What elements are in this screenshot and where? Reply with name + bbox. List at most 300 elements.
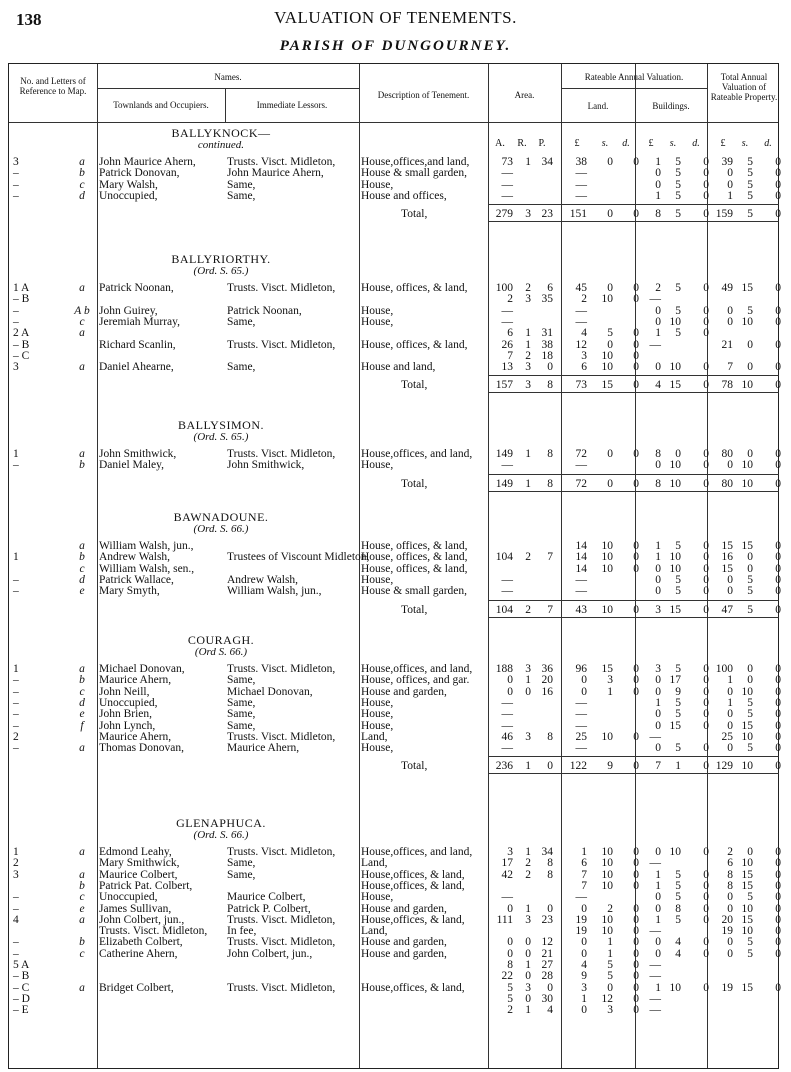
tenement-description: House,offices, and land, [361, 846, 473, 858]
land-value: 0 [633, 361, 639, 374]
bld-value: 1 [655, 551, 661, 564]
total-label: Total, [401, 477, 428, 490]
area-value: 46 [501, 730, 513, 743]
total-land-value: 72 [575, 477, 587, 490]
bld-value: 0 [655, 459, 661, 472]
immediate-lessor: Michael Donovan, [227, 685, 313, 698]
occupier-name: Daniel Ahearne, [99, 361, 174, 374]
map-number: 5 A [13, 959, 30, 971]
header-townlands: Townlands and Occupiers. [113, 100, 209, 110]
bld-value: 0 [703, 902, 709, 915]
map-letter: d [79, 189, 85, 202]
total-bld-value: 0 [703, 208, 709, 221]
bld-value: 0 [703, 562, 709, 575]
occupier-name: Catherine Ahern, [99, 947, 178, 960]
bld-value: 8 [655, 448, 661, 460]
tot-value: 0 [775, 156, 781, 168]
total-land-value: 0 [633, 379, 639, 392]
area-value: — [501, 696, 513, 709]
map-number: – [13, 189, 19, 202]
total-tot-value: 10 [741, 477, 753, 490]
land-value: 1 [607, 947, 613, 960]
immediate-lessor: Same, [227, 719, 256, 732]
area-value: 0 [507, 936, 513, 949]
section-townland-name: GLENAPHUCA. [176, 816, 266, 830]
total-area-value: 3 [525, 208, 531, 221]
map-letter: A b [74, 304, 90, 317]
tot-value: 15 [741, 868, 753, 881]
unit-roods: R. [517, 138, 527, 149]
immediate-lessor: Andrew Walsh, [227, 573, 299, 586]
bld-value: 10 [669, 551, 681, 564]
total-area-value: 0 [547, 760, 553, 773]
tot-value: 5 [747, 178, 753, 191]
tot-value: 0 [747, 338, 753, 351]
occupier-name: Maurice Ahern, [99, 674, 172, 687]
area-value: — [501, 178, 513, 191]
land-value: 10 [601, 846, 613, 858]
land-value: 0 [633, 959, 639, 971]
occupier-name: Michael Donovan, [99, 663, 185, 675]
tot-value: 100 [715, 663, 733, 675]
tot-value: 0 [727, 304, 733, 317]
bld-value: 0 [655, 742, 661, 755]
tenement-description: House and garden, [361, 947, 447, 960]
occupier-name: Patrick Pat. Colbert, [99, 879, 193, 892]
parish-heading: PARISH OF DUNGOURNEY. [279, 38, 512, 54]
map-number: – B [13, 970, 30, 983]
bld-value: 10 [669, 981, 681, 994]
tot-value: 0 [747, 448, 753, 460]
area-value: 1 [525, 1004, 531, 1017]
tot-value: 0 [775, 573, 781, 586]
tenement-description: House and garden, [361, 902, 447, 915]
tot-value: 0 [775, 730, 781, 743]
total-land-value: 10 [601, 603, 613, 616]
area-value: — [501, 708, 513, 721]
occupier-name: Bridget Colbert, [99, 981, 174, 994]
total-tot-value: 0 [775, 208, 781, 221]
bld-value: 5 [675, 879, 681, 892]
land-value: 0 [633, 970, 639, 983]
area-value: — [501, 891, 513, 904]
area-value: — [501, 719, 513, 732]
total-land-value: 122 [569, 760, 587, 773]
occupier-name: Trusts. Visct. Midleton, [99, 925, 208, 938]
total-bld-value: 7 [655, 760, 661, 773]
area-value: 2 [525, 282, 531, 294]
unit-pence-tot: d. [764, 138, 772, 149]
land-value: 1 [607, 685, 613, 698]
area-value: 6 [547, 282, 553, 294]
bld-value: 10 [669, 315, 681, 328]
land-value: 0 [633, 730, 639, 743]
tot-value: 0 [775, 304, 781, 317]
tenement-description: House and land, [361, 361, 436, 374]
map-number: – [13, 167, 19, 180]
total-tot-value: 0 [775, 477, 781, 490]
tenement-description: House, offices, & land, [361, 282, 468, 294]
total-tot-value: 0 [775, 603, 781, 616]
immediate-lessor: In fee, [227, 925, 257, 938]
total-tot-value: 5 [747, 603, 753, 616]
map-letter: c [79, 685, 85, 698]
bld-value: 1 [655, 879, 661, 892]
tot-value: 21 [721, 338, 733, 351]
tot-value: 0 [747, 663, 753, 675]
area-value: — [501, 304, 513, 317]
bld-value: — [649, 730, 661, 743]
tenement-description: House, [361, 742, 394, 755]
total-bld-value: 5 [675, 208, 681, 221]
tot-value: 0 [747, 562, 753, 575]
area-value: 8 [547, 730, 553, 743]
tot-value: 5 [747, 708, 753, 721]
section-ordnance-sheet: (Ord. S. 66.) [193, 523, 249, 535]
land-value: — [575, 708, 587, 721]
tenement-description: Land, [361, 857, 388, 870]
map-number: – C [13, 349, 30, 362]
tot-value: 8 [727, 879, 733, 892]
map-letter: c [79, 947, 85, 960]
tenement-description: House,offices, and land, [361, 448, 473, 460]
area-value: 3 [525, 663, 531, 675]
tot-value: 7 [727, 361, 733, 374]
area-value: 3 [525, 981, 531, 994]
bld-value: 0 [703, 742, 709, 755]
area-value: 2 [525, 551, 531, 564]
bld-value: 1 [655, 540, 661, 552]
tot-value: 10 [741, 315, 753, 328]
area-value: 73 [501, 156, 513, 168]
map-number: – [13, 585, 19, 598]
bld-value: 0 [655, 936, 661, 949]
bld-value: 0 [703, 585, 709, 598]
area-value: 0 [525, 970, 531, 983]
land-value: 0 [633, 685, 639, 698]
bld-value: 5 [675, 663, 681, 675]
map-letter: b [79, 551, 85, 564]
tenement-description: House, [361, 719, 394, 732]
immediate-lessor: Same, [227, 868, 256, 881]
land-value: — [575, 167, 587, 180]
tot-value: 15 [741, 719, 753, 732]
total-tot-value: 10 [741, 379, 753, 392]
bld-value: 0 [703, 156, 709, 168]
land-value: 9 [581, 970, 587, 983]
land-value: 0 [581, 674, 587, 687]
land-value: 0 [633, 663, 639, 675]
area-value: 1 [525, 156, 531, 168]
tot-value: 20 [721, 913, 733, 926]
area-value: 31 [541, 327, 553, 340]
bld-value: 5 [675, 540, 681, 552]
land-value: 10 [601, 562, 613, 575]
tot-value: 0 [727, 891, 733, 904]
immediate-lessor: Patrick Noonan, [227, 304, 302, 317]
land-value: 10 [601, 540, 613, 552]
occupier-name: John Brien, [99, 708, 153, 721]
bld-value: 3 [655, 663, 661, 675]
tot-value: 15 [721, 540, 733, 552]
tot-value: 5 [747, 696, 753, 709]
area-value: 0 [547, 361, 553, 374]
tot-value: 0 [775, 338, 781, 351]
map-letter: d [79, 573, 85, 586]
land-value: 25 [575, 730, 587, 743]
land-value: 45 [575, 282, 587, 294]
section-townland-name: COURAGH. [187, 633, 255, 647]
tot-value: 0 [775, 981, 781, 994]
land-value: 0 [633, 562, 639, 575]
occupier-name: Maurice Ahern, [99, 730, 172, 743]
land-value: 10 [601, 868, 613, 881]
total-bld-value: 0 [703, 477, 709, 490]
map-number: – [13, 315, 19, 328]
area-value: 0 [507, 685, 513, 698]
tot-value: 10 [741, 857, 753, 870]
section-townland-name: BALLYKNOCK— [171, 126, 271, 140]
land-value: 14 [575, 540, 587, 552]
tot-value: 10 [741, 730, 753, 743]
land-value: 10 [601, 293, 613, 306]
area-value: 104 [495, 551, 513, 564]
map-number: – B [13, 338, 30, 351]
map-letter: a [79, 448, 85, 460]
occupier-name: Elizabeth Colbert, [99, 936, 183, 949]
map-letter: b [79, 936, 85, 949]
land-value: — [575, 459, 587, 472]
tenement-description: House & small garden, [361, 585, 468, 598]
area-value: 0 [525, 685, 531, 698]
area-value: 0 [547, 981, 553, 994]
occupier-name: Mary Smyth, [99, 585, 160, 598]
land-value: 0 [581, 902, 587, 915]
bld-value: 10 [669, 361, 681, 374]
unit-pounds-land: £ [574, 138, 580, 149]
tot-value: 0 [775, 947, 781, 960]
bld-value: 0 [703, 685, 709, 698]
occupier-name: John Maurice Ahern, [99, 156, 196, 168]
map-number: 1 [13, 846, 19, 858]
area-value: 18 [541, 349, 553, 362]
bld-value: 0 [703, 551, 709, 564]
map-letter: e [79, 708, 85, 721]
total-rule [488, 204, 779, 205]
bld-value: — [649, 1004, 661, 1017]
tot-value: 6 [727, 857, 733, 870]
tot-value: 5 [747, 936, 753, 949]
land-value: 72 [575, 448, 587, 460]
map-number: – E [13, 1004, 29, 1017]
tot-value: 0 [727, 742, 733, 755]
bld-value: 5 [675, 708, 681, 721]
section-townland-name: BALLYSIMON. [178, 418, 264, 432]
occupier-name: Maurice Colbert, [99, 868, 178, 881]
land-value: 0 [607, 156, 613, 168]
land-value: 0 [633, 327, 639, 340]
tot-value: 0 [775, 562, 781, 575]
total-tot-value: 0 [775, 760, 781, 773]
total-bld-value: 8 [655, 477, 661, 490]
area-value: 3 [525, 293, 531, 306]
land-value: 5 [607, 970, 613, 983]
unit-pence-bld: d. [692, 138, 700, 149]
total-area-value: 1 [525, 760, 531, 773]
bld-value: 0 [655, 846, 661, 858]
tot-value: 0 [775, 282, 781, 294]
tot-value: 0 [727, 936, 733, 949]
map-number: 1 [13, 551, 19, 564]
header-description: Description of Tenement. [377, 90, 470, 100]
tenement-description: House,offices, & land, [361, 879, 465, 892]
area-value: 1 [525, 327, 531, 340]
bld-value: 5 [675, 573, 681, 586]
land-value: — [575, 189, 587, 202]
immediate-lessor: Maurice Ahern, [227, 742, 300, 755]
bld-value: 0 [703, 891, 709, 904]
area-value: 188 [495, 663, 513, 675]
bld-value: 0 [655, 167, 661, 180]
tot-value: 19 [721, 981, 733, 994]
tot-value: 8 [727, 868, 733, 881]
bld-value: 0 [655, 585, 661, 598]
bld-value: 0 [703, 708, 709, 721]
bld-value: 0 [655, 315, 661, 328]
tot-value: 0 [775, 891, 781, 904]
occupier-name: Richard Scanlin, [99, 338, 176, 351]
map-letter: a [79, 361, 85, 374]
section-ordnance-sheet: (Ord S. 66.) [194, 646, 248, 658]
area-value: — [501, 167, 513, 180]
immediate-lessor: John Maurice Ahern, [227, 167, 324, 180]
land-value: 0 [607, 448, 613, 460]
tot-value: 25 [721, 730, 733, 743]
area-value: 20 [541, 674, 553, 687]
bld-value: 1 [655, 868, 661, 881]
immediate-lessor: Trusts. Visct. Midleton, [227, 936, 336, 949]
area-value: 0 [525, 992, 531, 1005]
bld-value: 5 [675, 304, 681, 317]
total-bld-value: 0 [703, 760, 709, 773]
map-letter: a [79, 981, 85, 994]
tenement-description: House, [361, 891, 394, 904]
area-value: 34 [541, 846, 553, 858]
tot-value: 0 [775, 585, 781, 598]
area-value: — [501, 585, 513, 598]
bld-value: 0 [655, 304, 661, 317]
total-rule [488, 392, 779, 393]
area-value: 16 [541, 685, 553, 698]
land-value: 7 [581, 868, 587, 881]
tenement-description: House, [361, 573, 394, 586]
bld-value: 0 [703, 696, 709, 709]
tenement-description: House, [361, 696, 394, 709]
land-value: 0 [581, 947, 587, 960]
bld-value: 5 [675, 891, 681, 904]
land-value: 19 [575, 925, 587, 938]
land-value: 10 [601, 857, 613, 870]
total-rule [488, 600, 779, 601]
tot-value: 0 [727, 902, 733, 915]
map-number: – B [13, 293, 30, 306]
bld-value: 10 [669, 846, 681, 858]
immediate-lessor: Trusts. Visct. Midleton, [227, 663, 336, 675]
land-value: 14 [575, 562, 587, 575]
occupier-name: John Lynch, [99, 719, 156, 732]
bld-value: 0 [655, 902, 661, 915]
occupier-name: John Colbert, jun., [99, 913, 185, 926]
land-value: 0 [633, 868, 639, 881]
tot-value: 2 [727, 846, 733, 858]
tot-value: 0 [775, 708, 781, 721]
area-value: 36 [541, 663, 553, 675]
bld-value: — [649, 959, 661, 971]
section-ordnance-sheet: (Ord. S. 65.) [193, 265, 249, 277]
total-rule [488, 617, 779, 618]
unit-shillings-bld: s. [669, 138, 677, 149]
immediate-lessor: Same, [227, 708, 256, 721]
occupier-name: Jeremiah Murray, [99, 315, 180, 328]
map-letter: a [79, 540, 85, 552]
area-value: 3 [525, 730, 531, 743]
bld-value: 0 [703, 719, 709, 732]
bld-value: 0 [703, 282, 709, 294]
tot-value: 5 [747, 156, 753, 168]
tot-value: 0 [775, 189, 781, 202]
bld-value: 4 [675, 947, 681, 960]
total-rule [488, 756, 779, 757]
land-value: 10 [601, 913, 613, 926]
area-value: — [501, 573, 513, 586]
tot-value: 0 [727, 315, 733, 328]
tot-value: 10 [741, 685, 753, 698]
area-value: 0 [507, 674, 513, 687]
area-value: 3 [507, 846, 513, 858]
area-value: 0 [507, 947, 513, 960]
area-value: 35 [541, 293, 553, 306]
total-rule [488, 491, 779, 492]
tenement-description: House, offices, & land, [361, 338, 468, 351]
total-tot-value: 10 [741, 760, 753, 773]
map-letter: c [79, 178, 85, 191]
immediate-lessor: Trusts. Visct. Midleton, [227, 448, 336, 460]
unit-perches: P. [538, 138, 546, 149]
bld-value: 0 [703, 315, 709, 328]
area-value: 0 [507, 902, 513, 915]
bld-value: 17 [669, 674, 681, 687]
map-number: – [13, 719, 19, 732]
map-number: – D [13, 992, 30, 1005]
bld-value: 1 [655, 913, 661, 926]
page-number: 138 [16, 10, 42, 29]
map-number: – [13, 902, 19, 915]
land-value: 1 [607, 936, 613, 949]
area-value: 8 [547, 448, 553, 460]
area-value: 1 [525, 902, 531, 915]
bld-value: 0 [703, 846, 709, 858]
page-title: VALUATION OF TENEMENTS. [274, 8, 517, 27]
map-number: – [13, 685, 19, 698]
area-value: 7 [507, 349, 513, 362]
col-rule [97, 64, 98, 1068]
map-number: – [13, 742, 19, 755]
tot-value: 5 [747, 167, 753, 180]
immediate-lessor: Same, [227, 189, 256, 202]
map-number: – [13, 674, 19, 687]
area-value: 6 [507, 327, 513, 340]
area-value: 38 [541, 338, 553, 351]
